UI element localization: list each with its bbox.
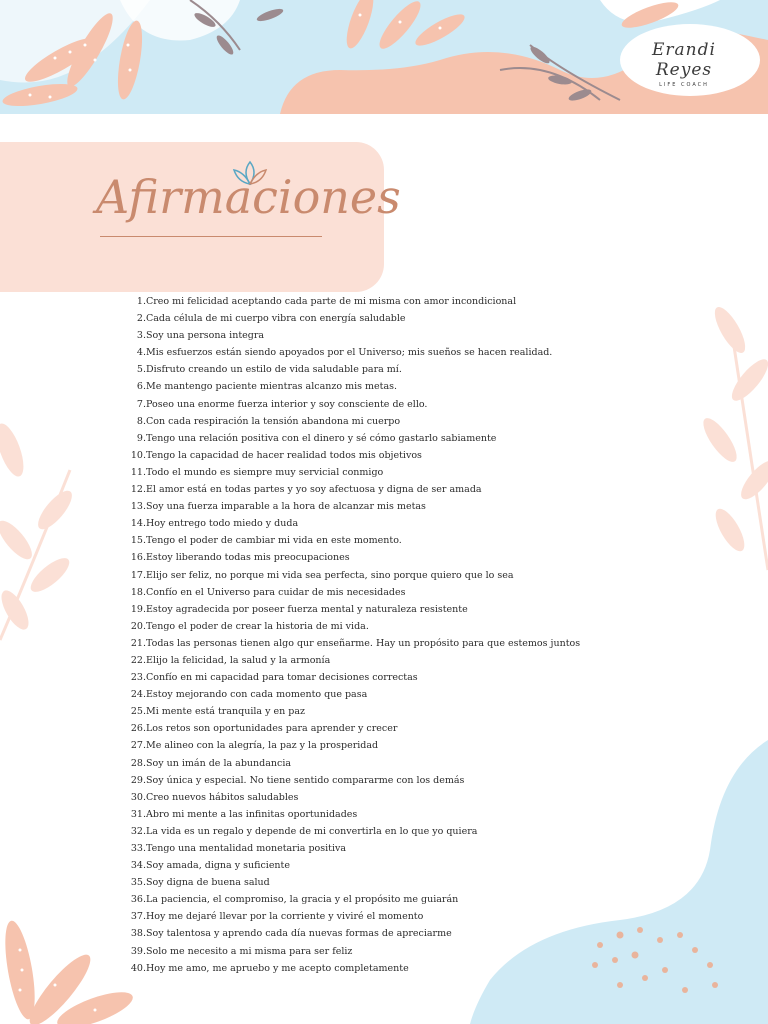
affirmation-text: Soy un imán de la abundancia bbox=[146, 757, 292, 769]
affirmation-number: 1. bbox=[136, 296, 146, 307]
affirmation-item bbox=[0, 310, 768, 327]
affirmation-text: Elijo la felicidad, la salud y la armonía bbox=[146, 654, 331, 666]
affirmation-item bbox=[0, 481, 768, 498]
affirmation-text: Estoy liberando todas mis preocupaciones bbox=[146, 552, 350, 564]
affirmation-item bbox=[0, 430, 768, 447]
affirmation-number: 29. bbox=[130, 774, 146, 786]
affirmation-text: Hoy me amo, me apruebo y me acepto completamente bbox=[146, 962, 409, 974]
affirmation-item bbox=[0, 464, 768, 481]
affirmation-item bbox=[0, 378, 768, 395]
affirmation-item bbox=[0, 925, 768, 942]
affirmation-text: Tengo la capacidad de hacer realidad todos mis objetivos bbox=[146, 449, 422, 461]
affirmation-number: 22. bbox=[130, 654, 146, 666]
affirmation-item bbox=[0, 396, 768, 413]
affirmation-number: 18. bbox=[130, 586, 146, 598]
affirmation-number: 11. bbox=[130, 466, 146, 478]
affirmation-text: Soy una persona integra bbox=[146, 330, 265, 342]
affirmation-number: 40. bbox=[130, 962, 146, 974]
affirmation-text: Tengo el poder de cambiar mi vida en este momento. bbox=[146, 535, 402, 547]
affirmation-text: Tengo una mentalidad monetaria positiva bbox=[146, 843, 347, 854]
affirmation-text: Soy amada, digna y suficiente bbox=[146, 860, 290, 872]
affirmation-text: Confío en el Universo para cuidar de mis necesidades bbox=[146, 586, 406, 598]
affirmation-item bbox=[0, 806, 768, 823]
affirmation-item bbox=[0, 772, 768, 789]
affirmation-number: 4. bbox=[136, 347, 146, 359]
affirmation-number: 36. bbox=[130, 894, 146, 906]
affirmation-text: Abro mi mente a las infinitas oportunidades bbox=[146, 808, 358, 820]
affirmation-number: 19. bbox=[130, 603, 146, 615]
brand-name: Erandi Reyes bbox=[652, 40, 716, 80]
affirmation-text: Elijo ser feliz, no porque mi vida sea perfecta, sino porque quiero que lo sea bbox=[146, 569, 514, 581]
affirmations-list bbox=[0, 293, 768, 977]
affirmation-item bbox=[0, 755, 768, 772]
affirmation-text: Estoy mejorando con cada momento que pasa bbox=[146, 689, 368, 701]
affirmation-text: Hoy me dejaré llevar por la corriente y viviré el momento bbox=[146, 911, 424, 923]
affirmation-number: 23. bbox=[130, 672, 146, 684]
affirmation-number: 30. bbox=[130, 791, 146, 803]
affirmation-text: Todo el mundo es siempre muy servicial conmigo bbox=[146, 466, 384, 478]
affirmation-number: 31. bbox=[130, 808, 146, 820]
affirmation-text: Los retos son oportunidades para aprender y crecer bbox=[146, 723, 398, 735]
affirmation-number: 13. bbox=[130, 501, 146, 513]
affirmation-text: Tengo una relación positiva con el dinero y sé cómo gastarlo sabiamente bbox=[146, 432, 497, 444]
affirmation-item bbox=[0, 327, 768, 344]
affirmation-number: 14. bbox=[130, 518, 146, 530]
affirmation-text: Mi mente está tranquila y en paz bbox=[146, 706, 305, 718]
affirmation-text: Soy talentosa y aprendo cada día nuevas formas de apreciarme bbox=[146, 928, 452, 940]
affirmation-number: 21. bbox=[130, 637, 146, 649]
affirmation-item bbox=[0, 413, 768, 430]
affirmation-number: 5. bbox=[136, 364, 146, 376]
affirmation-item bbox=[0, 874, 768, 891]
affirmation-item bbox=[0, 943, 768, 960]
affirmation-item bbox=[0, 635, 768, 652]
affirmation-number: 20. bbox=[130, 620, 146, 632]
affirmation-item bbox=[0, 293, 768, 310]
affirmation-text: Mis esfuerzos están siendo apoyados por el Universo; mis sueños se hacen realidad. bbox=[146, 347, 553, 359]
affirmation-text: Me mantengo paciente mientras alcanzo mis metas. bbox=[146, 381, 398, 393]
affirmation-item bbox=[0, 361, 768, 378]
affirmation-number: 37. bbox=[130, 911, 146, 923]
affirmation-text: Cada célula de mi cuerpo vibra con energía saludable bbox=[146, 313, 406, 325]
affirmation-number: 24. bbox=[130, 689, 146, 701]
affirmation-item bbox=[0, 344, 768, 361]
affirmation-number: 9. bbox=[136, 432, 146, 444]
affirmation-item bbox=[0, 686, 768, 703]
affirmation-text: Solo me necesito a mi misma para ser feliz bbox=[146, 945, 353, 957]
affirmation-text: Confío en mi capacidad para tomar decisiones correctas bbox=[146, 672, 418, 684]
affirmation-text: Poseo una enorme fuerza interior y soy consciente de ello. bbox=[146, 398, 428, 410]
affirmation-item bbox=[0, 549, 768, 566]
title-underline bbox=[100, 236, 322, 237]
affirmation-item bbox=[0, 823, 768, 840]
affirmation-number: 2. bbox=[136, 313, 146, 325]
affirmation-text: El amor está en todas partes y yo soy afectuosa y digna de ser amada bbox=[146, 484, 482, 496]
affirmation-text: Hoy entrego todo miedo y duda bbox=[146, 518, 299, 530]
affirmation-number: 8. bbox=[136, 415, 146, 427]
affirmation-number: 3. bbox=[136, 330, 146, 342]
affirmation-text: Con cada respiración la tensión abandona mi cuerpo bbox=[146, 415, 401, 427]
affirmation-text: Creo mi felicidad aceptando cada parte de mi misma con amor incondicional bbox=[146, 296, 517, 307]
affirmation-text: Soy única y especial. No tiene sentido compararme con los demás bbox=[146, 774, 465, 786]
affirmation-number: 27. bbox=[130, 740, 146, 752]
affirmation-item bbox=[0, 515, 768, 532]
affirmation-number: 28. bbox=[130, 757, 146, 769]
affirmation-number: 39. bbox=[130, 945, 146, 957]
affirmation-number: 15. bbox=[130, 535, 146, 547]
affirmation-text: Estoy agradecida por poseer fuerza mental y naturaleza resistente bbox=[146, 603, 468, 615]
affirmation-item bbox=[0, 567, 768, 584]
affirmation-number: 26. bbox=[130, 723, 146, 735]
affirmation-item bbox=[0, 618, 768, 635]
affirmation-item bbox=[0, 601, 768, 618]
affirmation-item bbox=[0, 857, 768, 874]
affirmation-number: 25. bbox=[130, 706, 146, 718]
affirmation-number: 35. bbox=[130, 877, 146, 889]
affirmation-item bbox=[0, 669, 768, 686]
affirmation-text: Todas las personas tienen algo qur enseñarme. Hay un propósito para que estemos juntos bbox=[146, 637, 581, 649]
affirmation-text: Creo nuevos hábitos saludables bbox=[146, 791, 299, 803]
affirmation-text: Soy una fuerza imparable a la hora de alcanzar mis metas bbox=[146, 501, 426, 513]
brand-subtitle: LIFE COACH bbox=[659, 82, 709, 88]
affirmation-item bbox=[0, 891, 768, 908]
affirmation-item bbox=[0, 532, 768, 549]
affirmation-number: 12. bbox=[130, 484, 146, 496]
affirmation-item bbox=[0, 960, 768, 977]
affirmation-item bbox=[0, 498, 768, 515]
affirmation-item bbox=[0, 652, 768, 669]
affirmation-number: 16. bbox=[130, 552, 146, 564]
affirmation-number: 17. bbox=[130, 569, 146, 581]
affirmation-text: Disfruto creando un estilo de vida saludable para mí. bbox=[146, 364, 402, 376]
affirmation-item bbox=[0, 737, 768, 754]
affirmation-number: 6. bbox=[136, 381, 146, 393]
affirmation-number: 7. bbox=[136, 398, 146, 410]
affirmation-item bbox=[0, 584, 768, 601]
affirmation-text: La paciencia, el compromiso, la gracia y el propósito me guiarán bbox=[146, 894, 459, 906]
affirmation-text: La vida es un regalo y depende de mi convertirla en lo que yo quiera bbox=[146, 825, 478, 837]
affirmation-number: 10. bbox=[130, 449, 146, 461]
affirmation-text: Soy digna de buena salud bbox=[146, 877, 270, 889]
affirmation-item bbox=[0, 908, 768, 925]
affirmation-item bbox=[0, 840, 768, 857]
affirmation-number: 33. bbox=[130, 843, 146, 854]
affirmation-number: 38. bbox=[130, 928, 146, 940]
affirmation-item bbox=[0, 789, 768, 806]
page-title: Afirmaciones bbox=[96, 170, 401, 224]
affirmation-item bbox=[0, 703, 768, 720]
affirmation-item bbox=[0, 720, 768, 737]
brand-logo bbox=[624, 40, 744, 88]
affirmation-item bbox=[0, 447, 768, 464]
affirmation-text: Me alineo con la alegría, la paz y la prosperidad bbox=[146, 740, 379, 752]
affirmation-number: 34. bbox=[130, 860, 146, 872]
affirmation-text: Tengo el poder de crear la historia de mi vida. bbox=[146, 620, 369, 632]
affirmation-number: 32. bbox=[130, 825, 146, 837]
